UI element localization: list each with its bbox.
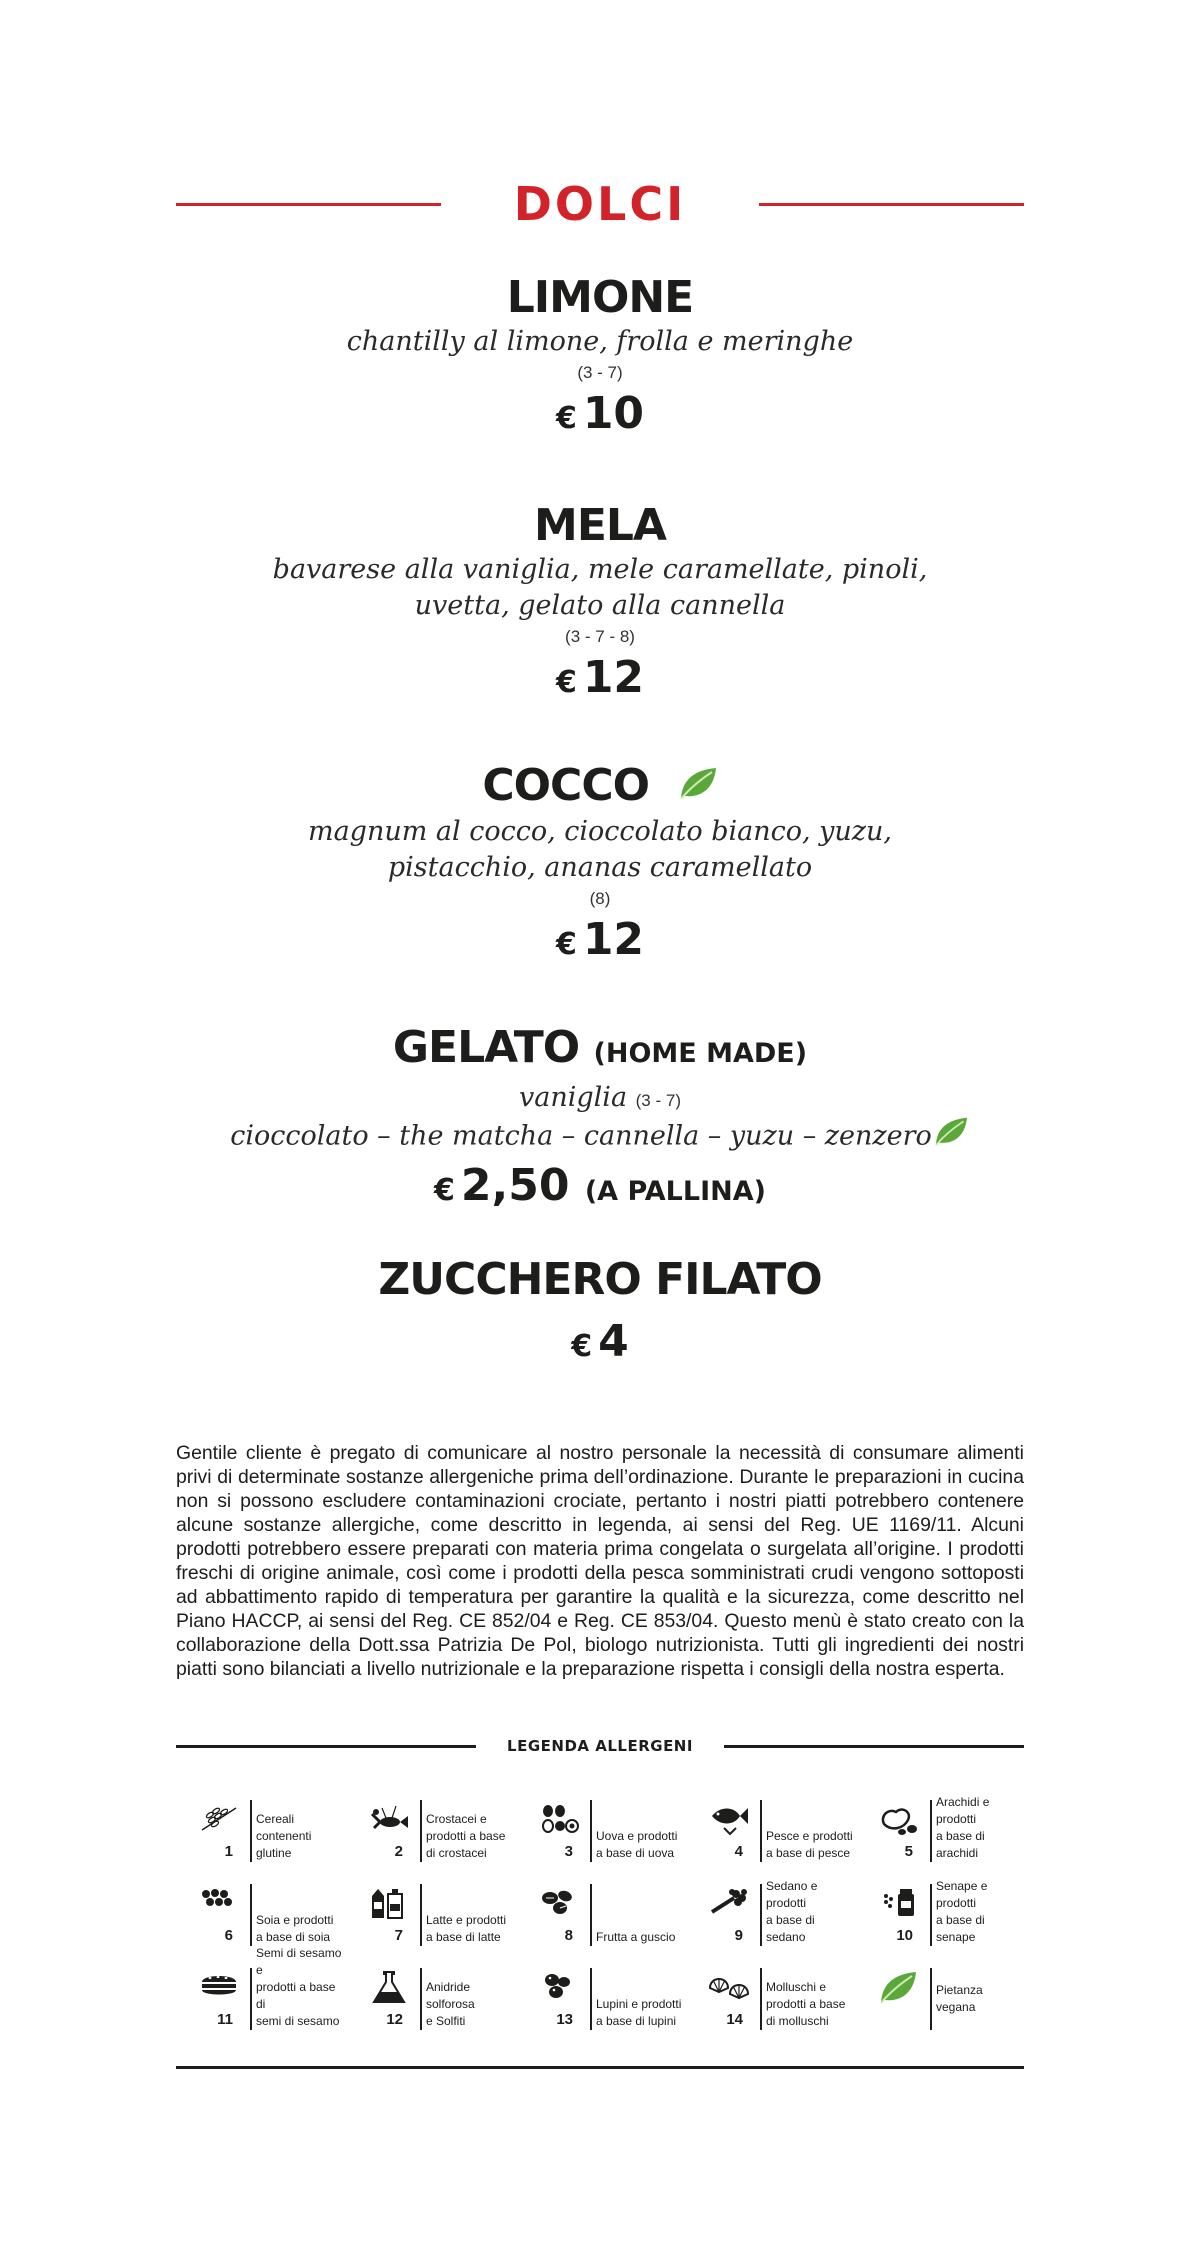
legend-divider — [760, 1968, 762, 2030]
allergen-number: 10 — [896, 1927, 913, 1944]
allergen-label: Sedano e prodotti a base di sedano — [766, 1879, 818, 1944]
dish-zucchero-filato — [176, 1254, 1024, 1375]
allergen-label: Frutta a guscio — [596, 1930, 676, 1944]
dish-description-line: uvetta, gelato alla cannella — [414, 590, 786, 621]
dish-limone — [176, 272, 1024, 447]
dish-price — [176, 650, 1024, 711]
dish-allergens: (3 - 7 - 8) — [565, 627, 635, 646]
legend-divider — [250, 1968, 252, 2030]
allergen-label: Crostacei e prodotti a base di crostacei — [426, 1812, 506, 1860]
dish-price — [176, 912, 1024, 973]
allergen-number: 14 — [726, 2011, 743, 2028]
dish-mela — [176, 500, 1024, 711]
dish-name: LIMONE — [506, 272, 694, 323]
milk-icon — [368, 1886, 410, 1920]
header-rule-right — [759, 203, 1024, 206]
legend-divider — [760, 1800, 762, 1862]
dish-description-line: bavarese alla vaniglia, mele caramellate, pinoli, — [272, 554, 928, 585]
allergen-label: Uova e prodotti a base di uova — [596, 1829, 678, 1860]
legend-divider — [420, 1968, 422, 2030]
allergen-label: Lupini e prodotti a base di lupini — [596, 1997, 682, 2028]
allergen-number: 7 — [394, 1927, 403, 1944]
leaf-icon — [878, 1970, 920, 2004]
legend-item — [346, 1968, 511, 2030]
allergen-number: 5 — [904, 1843, 913, 1860]
allergen-label: Latte e prodotti a base di latte — [426, 1913, 507, 1944]
legend-divider — [250, 1884, 252, 1946]
mustard-icon — [878, 1886, 920, 1920]
legend-item — [686, 1968, 851, 2030]
dish-allergens: (3 - 7) — [635, 1091, 681, 1110]
allergen-label: Soia e prodotti a base di soia — [256, 1913, 334, 1944]
nuts-icon — [538, 1886, 580, 1920]
dish-description-line: magnum al cocco, cioccolato bianco, yuzu, — [307, 816, 893, 847]
lupin-icon — [538, 1970, 580, 2004]
allergen-number: 4 — [734, 1843, 743, 1860]
allergen-label: Molluschi e prodotti a base di molluschi — [766, 1980, 846, 2028]
legend-divider — [590, 1800, 592, 1862]
legend-header — [176, 1734, 1024, 1758]
allergen-legend — [176, 1795, 1024, 2030]
legend-item — [176, 1946, 342, 2030]
allergen-number: 12 — [386, 2011, 403, 2028]
price-value: 12 — [582, 652, 645, 703]
currency-symbol: € — [434, 1173, 455, 1208]
allergen-number: 9 — [734, 1927, 743, 1944]
legend-item — [516, 1968, 681, 2030]
legend-divider — [930, 1968, 932, 2030]
allergen-label: Pesce e prodotti a base di pesce — [766, 1829, 853, 1860]
dish-flavor-line — [176, 1080, 1024, 1116]
legend-item — [516, 1884, 681, 1946]
allergen-number: 6 — [224, 1927, 233, 1944]
allergen-number: 1 — [224, 1843, 233, 1860]
price-value: 4 — [598, 1316, 629, 1367]
legend-divider — [420, 1800, 422, 1862]
dish-allergens: (8) — [589, 889, 611, 908]
shell-icon — [708, 1970, 750, 2004]
flavor-text: vaniglia — [519, 1082, 628, 1113]
allergen-number: 3 — [564, 1843, 573, 1860]
legend-divider — [930, 1884, 932, 1946]
eggs-icon — [538, 1802, 580, 1836]
legend-divider — [420, 1884, 422, 1946]
legend-divider — [930, 1800, 932, 1862]
dish-cocco — [176, 760, 1024, 973]
legend-item — [856, 1879, 1021, 1946]
leaf-icon — [932, 1116, 970, 1158]
dish-flavor-line — [176, 1116, 1024, 1158]
allergen-label: Pietanza vegana — [936, 1983, 983, 2014]
dish-gelato — [176, 1022, 1024, 1220]
celery-icon — [708, 1886, 750, 1920]
legend-item — [176, 1884, 341, 1946]
legend-item-vegan — [856, 1968, 1021, 2030]
price-value: 2,50 — [460, 1160, 570, 1211]
dish-price — [176, 386, 1024, 447]
flask-icon — [368, 1970, 410, 2004]
allergen-disclaimer: Gentile cliente è pregato di comunicare al nostro personale la necessità di consumare alimenti privi di determinate sostanze allergeniche prima dell’ordinazione. Durante le preparazioni in cucina non si possono escludere contaminazioni crociate, pertanto i nostri piatti potrebbero contenere alcune sostanze allergiche, come descritto in legenda, ai sensi del Reg. UE 1169/11. Alcuni prodotti potrebbero essere preparati con materia prima congelata o surgelata all’origine. I prodotti freschi di origine animale, così come i prodotti della pesca somministrati crudi vengono sottoposti ad abbattimento rapido di temperatura per garantire la qualità e la sicurezza, come descritto nel Piano HACCP, ai sensi del Reg. CE 852/04 e Reg. CE 853/04. Questo menù è stato creato con la collaborazione della Dott.ssa Patrizia De Pol, biologo nutrizionista. Tutti gli ingredienti dei nostri piatti sono bilanciati a livello nutrizionale e la preparazione rispetta i consigli della nostra esperta. — [176, 1442, 1024, 1680]
flavor-text: cioccolato – the matcha – cannella – yuzu – zenzero — [230, 1120, 932, 1152]
currency-symbol: € — [555, 927, 577, 962]
wheat-icon — [198, 1802, 240, 1836]
sesame-icon — [198, 1970, 240, 2004]
allergen-number: 2 — [394, 1843, 403, 1860]
lobster-icon — [368, 1802, 410, 1836]
fish-icon — [708, 1802, 750, 1836]
dish-description-line: pistacchio, ananas caramellato — [387, 852, 813, 883]
allergen-number: 13 — [556, 2011, 573, 2028]
currency-symbol: € — [555, 665, 577, 700]
legend-divider — [590, 1968, 592, 2030]
legend-divider — [760, 1884, 762, 1946]
allergen-label: Anidride solforosa e Solfiti — [426, 1980, 475, 2028]
price-value: 10 — [582, 388, 645, 439]
dish-name — [176, 1022, 1024, 1080]
price-value: 12 — [582, 914, 645, 965]
allergen-number: 11 — [217, 2011, 233, 2028]
dish-price — [176, 1158, 1024, 1220]
dish-price — [176, 1314, 1024, 1375]
allergen-label: Cereali contenenti glutine — [256, 1812, 312, 1860]
leaf-icon — [678, 762, 718, 814]
legend-divider — [590, 1884, 592, 1946]
allergen-number: 8 — [564, 1927, 573, 1944]
price-unit: (A PALLINA) — [584, 1176, 766, 1207]
dish-name — [176, 760, 1024, 814]
section-title: DOLCI — [513, 177, 687, 231]
legend-item — [346, 1800, 511, 1862]
dish-name: MELA — [534, 500, 666, 551]
soy-icon — [198, 1886, 240, 1920]
legend-item — [856, 1795, 1021, 1862]
bottom-rule — [176, 2066, 1024, 2069]
dish-description: chantilly al limone, frolla e meringhe — [346, 326, 854, 357]
legend-item — [176, 1800, 341, 1862]
legend-item — [686, 1879, 851, 1946]
dish-name-text: GELATO — [392, 1022, 580, 1073]
dish-allergens: (3 - 7) — [577, 363, 623, 382]
dish-name-text: COCCO — [482, 760, 650, 811]
currency-symbol: € — [555, 401, 577, 436]
allergen-label: Semi di sesamo e prodotti a base di semi di sesamo — [256, 1946, 342, 2028]
allergen-label: Senape e prodotti a base di senape — [936, 1879, 988, 1944]
legend-title: LEGENDA ALLERGENI — [507, 1737, 693, 1755]
dish-name: ZUCCHERO FILATO — [378, 1254, 822, 1305]
allergen-label: Arachidi e prodotti a base di arachidi — [936, 1795, 990, 1860]
legend-item — [686, 1800, 851, 1862]
dish-name-subtitle: (HOME MADE) — [593, 1038, 808, 1069]
legend-rule-right — [724, 1745, 1024, 1748]
legend-item — [516, 1800, 681, 1862]
currency-symbol: € — [571, 1329, 593, 1364]
legend-divider — [250, 1800, 252, 1862]
peanut-icon — [878, 1802, 920, 1836]
section-header — [176, 178, 1024, 230]
legend-item — [346, 1884, 511, 1946]
